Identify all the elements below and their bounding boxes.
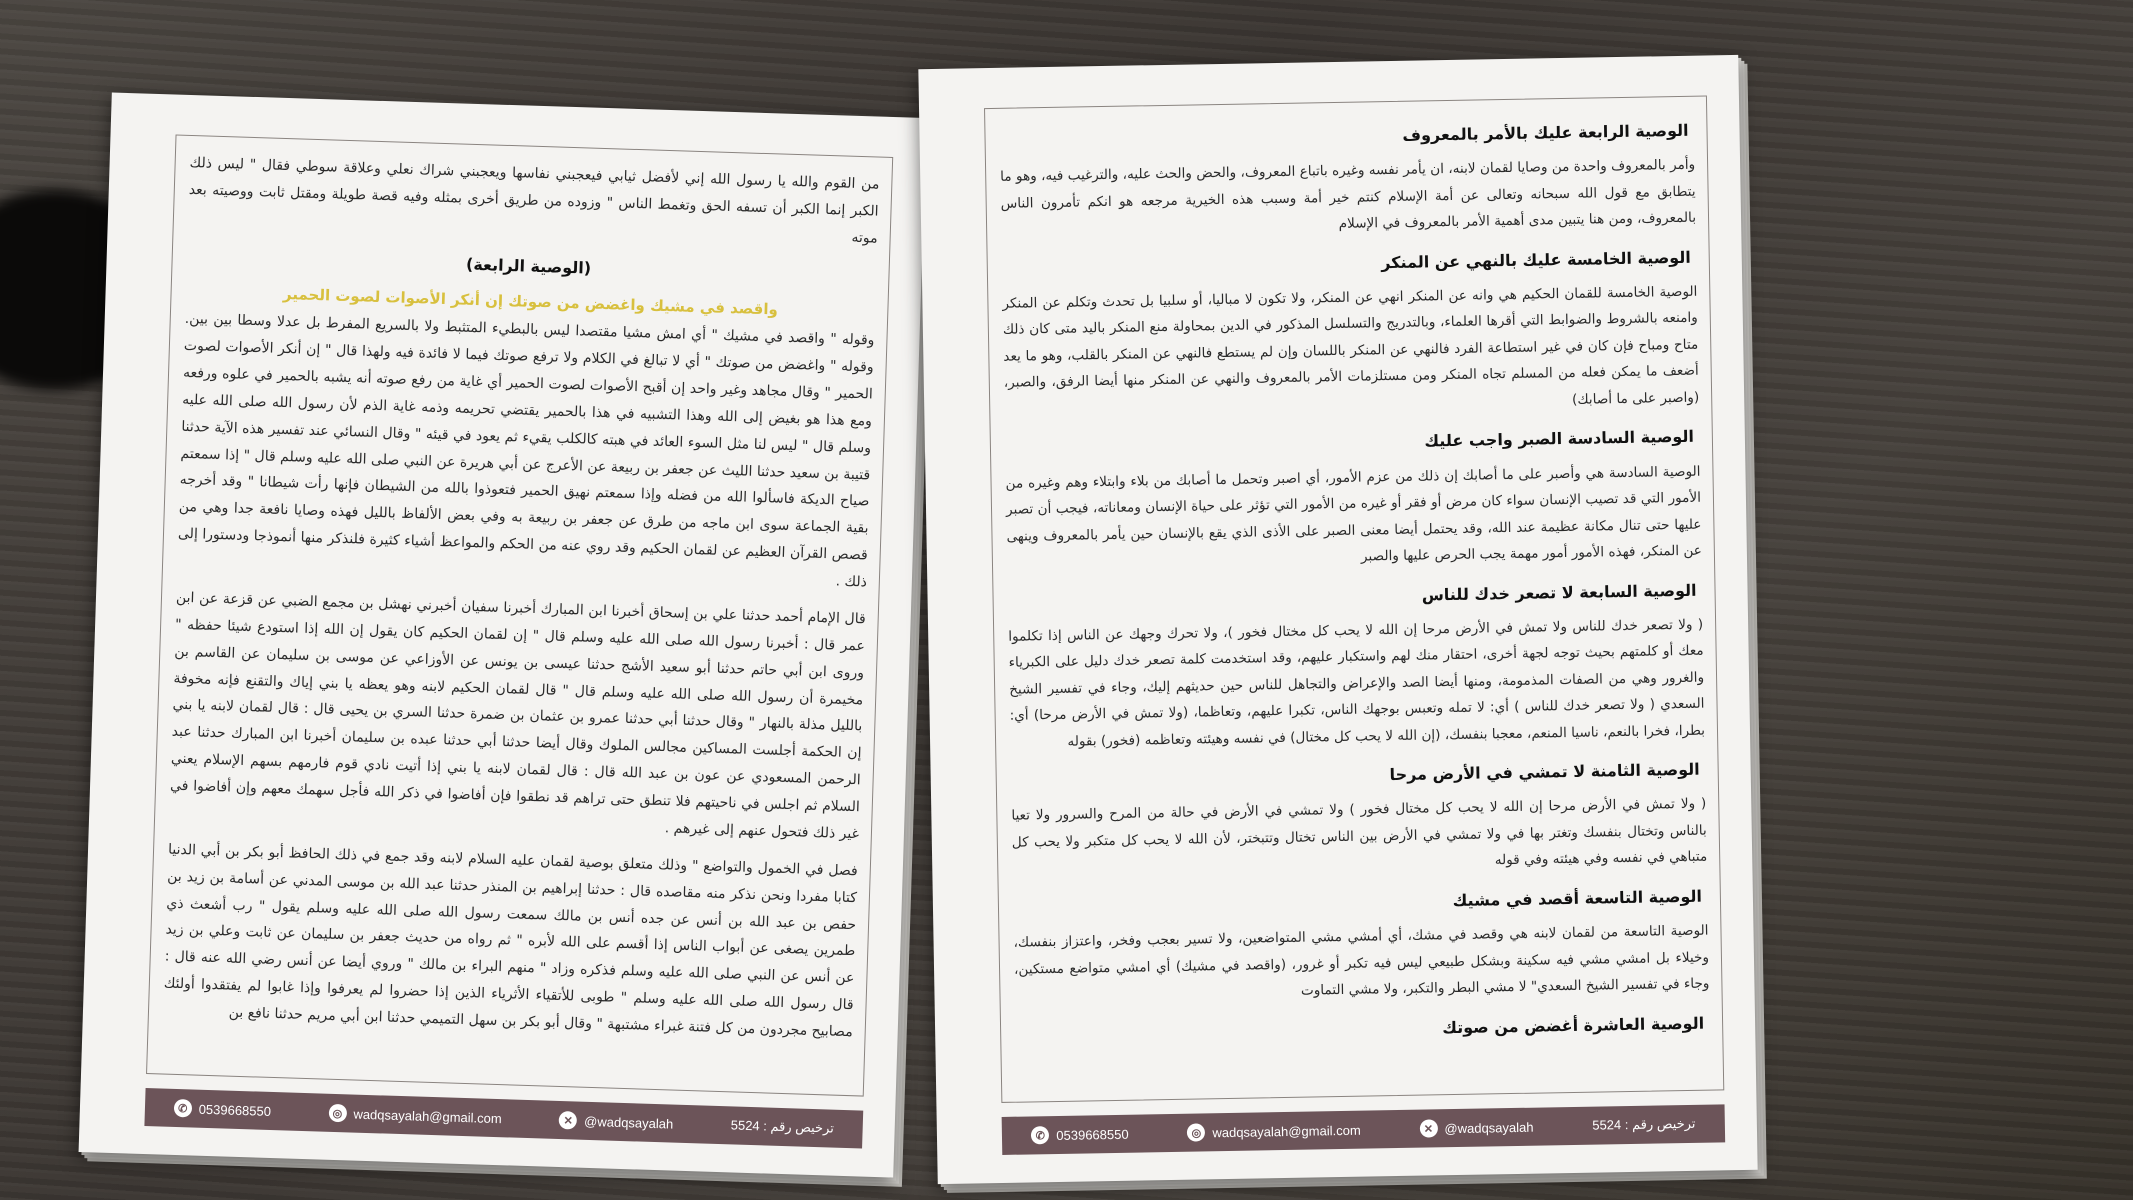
right-page-content <box>999 111 1711 1088</box>
paragraph-9: الوصية التاسعة من لقمان لابنه هي وقصد في مشك، أي أمشي مشي المتواضعين، ولا تسير بعجب وفخر، واعتزاز بنفسك، وخيلاء بل امشي مشي فيه سكينة وبشكل طبيعي ليس فيه تكبر أو غرور، (واقصد في مشيك) أي امشي متواضع مستكين، وجاء في تفسير الشيخ السعدي" لا مشي البطر والتكبر، ولا مشي التماوت <box>1013 922 1710 999</box>
paragraph: قال الإمام أحمد حدثنا علي بن إسحاق أخبرنا ابن المبارك أخبرنا سفيان أخبرني نهشل بن مجمع الضبي عن قزعة عن ابن عمر قال : أخبرنا رسول الله صلى الله عليه وسلم قال " إن لقمان الحكيم كان يقول إن الله إذا استودع شيئا حفظه " وروى ابن أبي حاتم حدثنا أبو سعيد الأشج حدثنا عيسى بن يونس عن الأوزاعي عن موسى بن سليمان عن القاسم بن مخيمرة أن رسول الله صلى الله عليه وسلم قال " قال لقمان الحكيم لابنه وهو يعظه يا بني إياك والتقنع فإنه مخوفة بالليل مذلة بالنهار " وقال حدثنا أبي حدثنا عمرو بن عثمان بن ضمرة حدثنا السري بن يحيى قال : قال لقمان لابنه يا بني إن الحكمة أجلست المساكين مجالس الملوك وقال أيضا حدثنا أبي حدثنا عبده بن سليمان أخبرنا ابن المبارك حدثنا عبد الرحمن المسعودي عن عون بن عبد الله قال : قال لقمان لابنه يا بني إذا أتيت نادي قوم فارمهم بسهم الإسلام يعني السلام ثم اجلس في ناحيتهم فلا تنطق حتى تراهم قد نطقوا فإن أفاضوا في ذكر الله فأجل سهمك معهم وإن أفاضوا في غير ذلك فتحول عنهم إلى غيرهم . <box>169 589 866 843</box>
footer-license <box>730 1117 834 1136</box>
phone-text: 0539668550 <box>1056 1126 1129 1143</box>
footer-license <box>1592 1116 1695 1134</box>
footer-phone <box>173 1099 271 1120</box>
page-footer <box>1002 1104 1726 1155</box>
handle-text: @wadqsayalah <box>583 1113 674 1132</box>
license-text: ترخيص رقم : 5524 <box>730 1117 835 1136</box>
email-text: wadqsayalah@gmail.com <box>1212 1122 1361 1140</box>
paragraph-5: الوصية الخامسة للقمان الحكيم هي وانه عن المنكر انهي عن المنكر، ولا تكون لا مباليا، أو سلبيا بل تحدث وتكلم عن المنكر وامنعه بالشروط والضوابط التي أقرها العلماء، وبالتدريج والتسلسل المذكور في الدين بمحاولة منع المنكر باليد متى كان ذلك متاح ومباح فإن كان في غير استطاعة الفرد فالنهي عن المنكر باللسان وإن لم يستطع فالنهي عن المنكر بالقلب، وهو ما يعد أضعف ما يمكن فعله من المسلم تجاه المنكر ومن مستلزمات الأمر بالمعروف والنهي عن المنكر منها أيضا الرفق، والصبر، (واصبر على ما أصابك) <box>1002 283 1700 408</box>
x-icon: ✕ <box>559 1111 578 1130</box>
footer-phone <box>1031 1125 1129 1145</box>
x-icon: ✕ <box>1419 1119 1437 1137</box>
paragraph: وقوله " واقصد في مشيك " أي امش مشيا مقتصدا ليس بالبطيء المتثبط ولا بالسريع المفرط بل عدلا وسطا بين بين. وقوله " واغضض من صوتك " أي لا تبالغ في الكلام ولا ترفع صوتك فيما لا فائدة فيه ولهذا قال " إن أنكر الأصوات لصوت الحمير " وقال مجاهد وغير واحد إن أقبح الأصوات لصوت الحمير أي غاية من رفع صوته أنه يشبه بالحمير في علوه ورفعه ومع هذا هو بغيض إلى الله وهذا التشبيه في هذا بالحمير يقتضي تحريمه وذمه غاية الذم لأن رسول الله صلى الله عليه وسلم قال " ليس لنا مثل السوء العائد في هبته كالكلب يقيء ثم يعود في قيئه " وقال النسائي عند تفسير هذه الآية حدثنا قتيبة بن سعيد حدثنا الليث عن جعفر بن ربيعة عن الأعرج عن أبي هريرة عن النبي صلى الله عليه وسلم قال " إذا سمعتم صياح الديكة فاسألوا الله من فضله وإذا سمعتم نهيق الحمير فتعوذوا بالله من الشيطان فإنها رأت شيطانا " وقد أخرجه بقية الجماعة سوى ابن ماجه من طرق عن جعفر بن ربيعة به وفي بعض الألفاظ بالليل فهذه وصايا نافعة جدا وهي من قصص القرآن العظيم عن لقمان الحكيم وقد روي عنه من الحكم والمواعظ أشياء كثيرة فلنذكر منها أنموذجا ودستورا إلى ذلك . <box>177 311 875 591</box>
paragraph-6: الوصية السادسة هي وأصبر على ما أصابك إن ذلك من عزم الأمور، أي اصبر وتحمل ما أصابك من بلاء وابتلاء وهم وغيره من الأمور التي قد تصيب الإنسان سواء كان مرض أو فقر أو غيره من الأمور التي تؤثر على حياة الإنسان ومعاناته، فيجب أن تصبر عليها حتى تنال مكانة عظيمة عند الله، وقد يحتمل أيضا معنى الصبر على الأذى الذي يقع بالإنسان حين يأمر بالمعروف وينهى عن المنكر، فهذه الأمور أمور مهمة يجب الحرص عليها والصبر <box>1005 463 1702 565</box>
right-page <box>918 55 1757 1184</box>
footer-handle <box>559 1111 674 1133</box>
globe-icon: ◎ <box>328 1104 347 1123</box>
left-page-content <box>161 150 879 1081</box>
license-text: ترخيص رقم : 5524 <box>1592 1115 1696 1133</box>
page-footer <box>144 1088 863 1149</box>
phone-text: 0539668550 <box>198 1101 272 1119</box>
paragraph-7: ( ولا تصعر خدك للناس ولا تمش في الأرض مرحا إن الله لا يحب كل مختال فخور )، ولا تحرك وجهك عن الناس إذا تكلموا معك أو كلمتهم بحيث توجه لجهة أخرى، احتقار منك لهم واستكبار عليهم، وقد استخدمت كلمة تصعر خدك دليل على الكبرياء والغرور وهي من الصفات المذمومة، ومنها أيضا الصد والإعراض والتجاهل للناس حين حديثهم إليك، وجاء في تفسير الشيخ السعدي ( ولا تصعر خدك للناس ) أي: لا تمله وتعبس بوجهك الناس، تكبرا عليهم، وتعاظما، (ولا تمش في الأرض مرحا) أي: بطرا، فخرا بالنعم، ناسيا المنعم، معجبا بنفسك، (إن الله لا يحب كل مختال) في نفسه وهيئته وتعاظمه (فخور) بقوله <box>1008 616 1706 750</box>
phone-icon: ✆ <box>173 1099 192 1118</box>
heading-10: الوصية العاشرة أغضض من صوتك <box>1442 1013 1705 1037</box>
section-title: (الوصية الرابعة) <box>465 254 592 278</box>
footer-handle <box>1419 1118 1533 1138</box>
paragraph: فصل في الخمول والتواضع " وذلك متعلق بوصية لقمان عليه السلام لابنه وقد جمع في ذلك الحافظ أبو بكر بن أبي الدنيا كتابا مفردا ونحن نذكر منه مقاصده قال : حدثنا إبراهيم بن المنذر حدثنا عبد الله بن موسى المدني عن أسامة بن زيد بن حفص بن عبد الله بن أنس عن جده أنس بن مالك سمعت رسول الله صلى الله عليه وسلم يقول " رب أشعث ذي طمرين يصغى عن أبواب الناس إذا أقسم على الله لأبره " ثم رواه من حديث جعفر بن سليمان عن ثابت وعلي بن زيد عن أنس عن النبي صلى الله عليه وسلم فذكره وزاد " منهم البراء بن مالك " وروي أيضا عن أنس رضي الله عنه قال : قال رسول الله صلى الله عليه وسلم " طوبى للأتقياء الأثرياء الذين إذا حضروا لم يعرفوا وإذا غابوا لم يفتقدوا أولئك مصابيح مجردون من كل فتنة غبراء مشتبهة " وقال أبو بكر بن سهل التميمي حدثنا ابن أبي مريم حدثنا نافع بن <box>163 841 859 1041</box>
heading-5: الوصية الخامسة عليك بالنهي عن المنكر <box>1381 247 1691 272</box>
paragraph-8: ( ولا تمش في الأرض مرحا إن الله لا يحب كل مختال فخور ) ولا تمشي في الأرض في حالة من المرح والسرور ولا تعيا بالناس وتختال بنفسك وتغتر بها في ولا تمشي في الأرض بين الناس تختال وتتبختر، لأن الله لا يحب كل متكبر ولا يحب كل متباهي في نفسه وفي هيئته وفي قوله <box>1011 796 1708 869</box>
globe-icon: ◎ <box>1187 1123 1205 1141</box>
left-page <box>79 92 927 1177</box>
phone-icon: ✆ <box>1031 1126 1049 1144</box>
heading-6: الوصية السادسة الصبر واجب عليك <box>1424 427 1695 451</box>
handle-text: @wadqsayalah <box>1444 1119 1534 1136</box>
heading-4: الوصية الرابعة عليك بالأمر بالمعروف <box>1402 120 1689 145</box>
footer-email <box>1187 1121 1361 1142</box>
paragraph-4: وأمر بالمعروف واحدة من وصايا لقمان لابنه، ان يأمر نفسه وغيره باتباع المعروف، والحض والحث عليه، والترغيب فيه، وهو ما يتطابق مع قول الله سبحانه وتعالى عن أمة الإسلام كنتم خير أمة وسبب هذه الخيرية مرجعه هو انكم تأمرون الناس بالمعروف، ومن هنا يتبين مدى أهمية الأمر بالمعروف في الإسلام <box>1000 156 1697 233</box>
heading-9: الوصية التاسعة أقصد في مشيك <box>1452 886 1703 910</box>
email-text: wadqsayalah@gmail.com <box>353 1106 502 1126</box>
intro-text: من القوم والله يا رسول الله إني لأفضل ثيابي فيعجبني نفاسها ويعجبني شراك نعلي وعلاقة سوطي فقال " ليس ذلك الكبر إنما الكبر أن تسفه الحق وتغمط الناس " وزوده من طريق أخرى بمثله وفيه قصة طويلة ومقتل ثابت ووصيته بعد موته <box>188 154 880 247</box>
heading-8: الوصية الثامنة لا تمشي في الأرض مرحا <box>1389 759 1700 785</box>
heading-7: الوصية السابعة لا تصعر خدك للناس <box>1421 580 1697 605</box>
section-subtitle: واقصد في مشيك واغضض من صوتك إن أنكر الأصوات لصوت الحمير <box>282 285 779 319</box>
footer-email <box>328 1104 502 1127</box>
